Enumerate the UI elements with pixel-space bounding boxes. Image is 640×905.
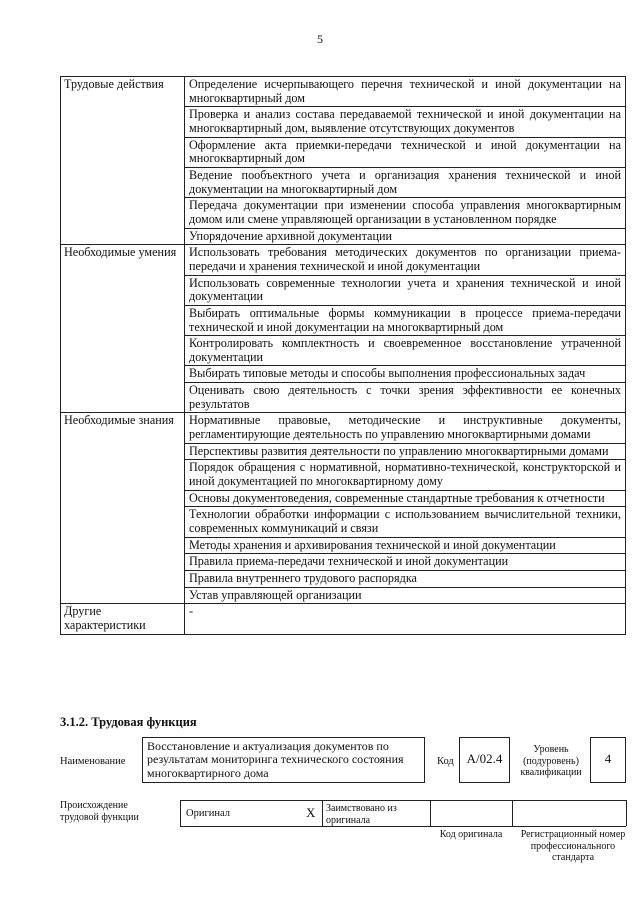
level-label: Уровень (подуровень) квалификации — [520, 744, 582, 778]
section-item: Перспективы развития деятельности по управлению многоквартирными домами — [185, 443, 626, 460]
section-item: Выбирать оптимальные формы коммуникации в процессе приема-передачи технической и иной документации на многоквартирный дом — [185, 305, 626, 335]
origin-row-divider-1 — [322, 800, 323, 826]
original-label: Оригинал — [186, 808, 230, 819]
origin-row-top-border — [180, 800, 626, 801]
section-item: Передача документации при изменении способа управления многоквартирным домом или смене управляющей организации в установленном порядке — [185, 198, 626, 228]
section-item: Устав управляющей организации — [185, 587, 626, 604]
section-item: Определение исчерпывающего перечня технической и иной документации на многоквартирный дом — [185, 77, 626, 107]
original-code-caption: Код оригинала — [439, 829, 503, 840]
level-value-box — [590, 737, 626, 783]
section-item: Ведение пообъектного учета и организация хранения технической и иной документации на многоквартирный дом — [185, 167, 626, 197]
section-title: 3.1.2. Трудовая функция — [60, 715, 197, 729]
section-item: Выбирать типовые методы и способы выполнения профессиональных задач — [185, 366, 626, 383]
section-item: Методы хранения и архивирования технической и иной документации — [185, 537, 626, 554]
labor-function-table — [60, 76, 626, 635]
section-item: Оформление акта приемки-передачи технической и иной документации на многоквартирный дом — [185, 137, 626, 167]
origin-row-divider-2 — [430, 800, 431, 826]
section-item: Использовать современные технологии учета и хранения технической и иной документации — [185, 275, 626, 305]
section-item: Правила приема-передачи технической и иной документации — [185, 554, 626, 571]
section-item: Основы документоведения, современные стандартные требования к отчетности — [185, 490, 626, 507]
section-item: Технологии обработки информации с использованием вычислительной техники, современных коммуникаций и связи — [185, 507, 626, 537]
function-name-box — [142, 737, 425, 783]
code-value-box — [459, 737, 510, 783]
origin-row-bottom-border — [180, 826, 626, 827]
table-row — [61, 77, 626, 107]
original-checkmark: X — [306, 805, 316, 820]
name-label: Наименование — [60, 756, 126, 767]
section-item: Оценивать свою деятельность с точки зрения эффективности ее конечных результатов — [185, 383, 626, 413]
section-item: Правила внутреннего трудового распорядка — [185, 571, 626, 588]
section-item: Контролировать комплектность и своевременное восстановление утраченной документации — [185, 336, 626, 366]
section-label: Необходимые знания — [61, 413, 185, 604]
section-label: Другие характеристики — [61, 604, 185, 634]
table-row — [61, 604, 626, 634]
section-label: Трудовые действия — [61, 77, 185, 245]
section-label: Необходимые умения — [61, 245, 185, 413]
borrowed-label: Заимствовано из оригинала — [326, 803, 397, 826]
section-item: Упорядочение архивной документации — [185, 228, 626, 245]
table-row — [61, 413, 626, 443]
origin-row-left-border — [180, 800, 181, 826]
page-number: 5 — [317, 32, 323, 46]
section-item: Проверка и анализ состава передаваемой технической и иной документации на многоквартирный дом, выявление отсутствующих документов — [185, 107, 626, 137]
section-item: - — [185, 604, 626, 634]
section-item: Порядок обращения с нормативной, нормативно-технической, конструкторской и иной документацией по многоквартирному дому — [185, 460, 626, 490]
section-item: Использовать требования методических документов по организации приема-передачи и хранения технической и иной документации — [185, 245, 626, 275]
reg-number-caption: Регистрационный номер профессионального стандарта — [520, 829, 626, 863]
section-item: Нормативные правовые, методические и инструктивные документы, регламентирующие деятельность по управлению многоквартирными домами — [185, 413, 626, 443]
code-value: А/02.4 — [466, 751, 503, 766]
level-value: 4 — [604, 751, 612, 766]
origin-row-right-border — [626, 800, 627, 826]
code-label: Код — [437, 756, 454, 767]
function-name-value: Восстановление и актуализация документов по результатам мониторинга технического состояния многоквартирного дома — [147, 739, 404, 780]
origin-row-divider-3 — [512, 800, 513, 826]
table-row — [61, 245, 626, 275]
origin-label: Происхождение трудовой функции — [60, 800, 139, 823]
